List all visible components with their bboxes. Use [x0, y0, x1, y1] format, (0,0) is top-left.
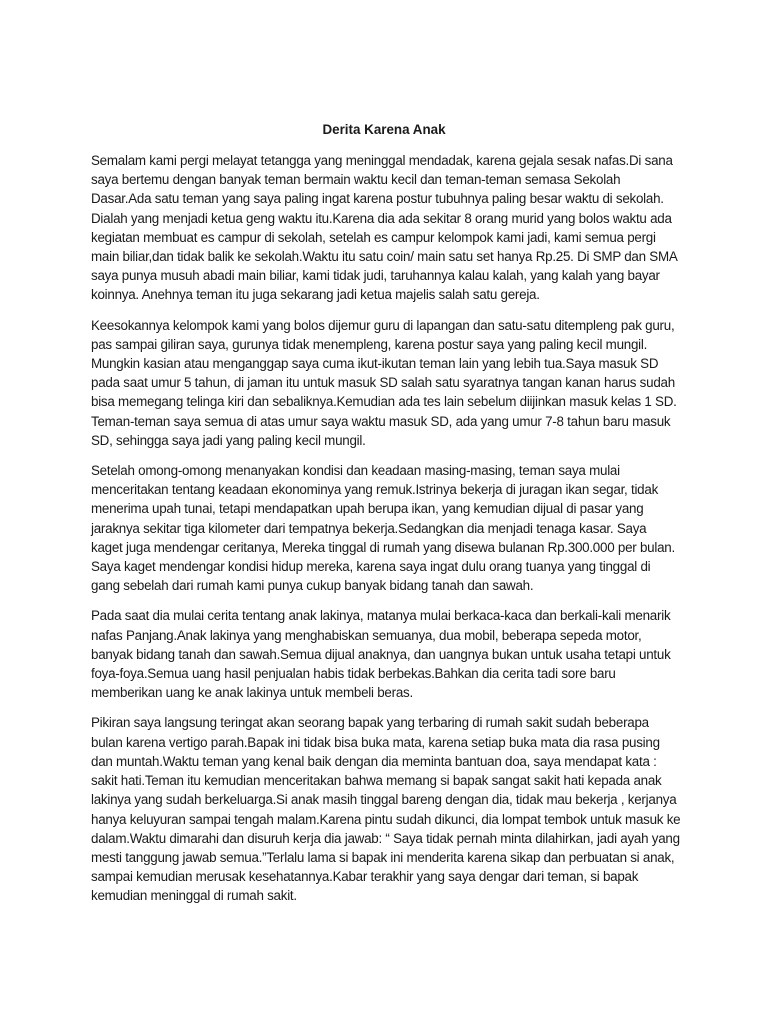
- paragraph-2: Keesokannya kelompok kami yang bolos dijemur guru di lapangan dan satu-satu ditempleng pak guru, pas sampai giliran saya, gurunya tidak menempleng, karena postur saya yang paling kecil mungil. Mungkin kasian atau menganggap saya cuma ikut-ikutan teman lain yang lebih tua.Saya masuk SD pada saat umur 5 tahun, di jaman itu untuk masuk SD salah satu syaratnya tangan kanan harus sudah bisa memegang telinga kiri dan sebaliknya.Kemudian ada tes lain sebelum diijinkan masuk kelas 1 SD. Teman-teman saya semua di atas umur saya waktu masuk SD, ada yang umur 7-8 tahun baru masuk SD, sehingga saya jadi yang paling kecil mungil.: [91, 317, 677, 448]
- paragraph-5: Pikiran saya langsung teringat akan seorang bapak yang terbaring di rumah sakit sudah beberapa bulan karena vertigo parah.Bapak ini tidak bisa buka mata, karena setiap buka mata dia rasa pusing dan muntah.Waktu teman yang kenal baik dengan dia meminta bantuan doa, saya mendapat kata : sakit hati.Teman itu kemudian menceritakan bahwa memang si bapak sangat sakit hati kepada anak lakinya yang sudah berkeluarga.Si anak masih tinggal bareng dengan dia, tidak mau bekerja , kerjanya hanya keluyuran sampai tengah malam.Karena pintu sudah dikunci, dia lompat tembok untuk masuk ke dalam.Waktu dimarahi dan disuruh kerja dia jawab: “ Saya tidak pernah minta dilahirkan, jadi ayah yang mesti tanggung jawab semua.”Terlalu lama si bapak ini menderita karena sikap dan perbuatan si anak, sampai kemudian merusak kesehatannya.Kabar terakhir yang saya dengar dari teman, si bapak kemudian meninggal di rumah sakit.: [91, 715, 681, 904]
- document-title: Derita Karena Anak: [322, 122, 446, 137]
- document-body: [91, 151, 681, 917]
- paragraph-3: Setelah omong-omong menanyakan kondisi dan keadaan masing-masing, teman saya mulai menceritakan tentang keadaan ekonominya yang remuk.Istrinya bekerja di juragan ikan segar, tidak menerima upah tunai, tetapi mendapatkan upah berupa ikan, yang kemudian dijual di pasar yang jaraknya sekitar tiga kilometer dari tempatnya bekerja.Sedangkan dia menjadi tenaga kasar. Saya kaget juga mendengar ceritanya, Mereka tinggal di rumah yang disewa bulanan Rp.300.000 per bulan. Saya kaget mendengar kondisi hidup mereka, karena saya ingat dulu orang tuanya yang tinggal di gang sebelah dari rumah kami punya cukup banyak bidang tanah dan sawah.: [91, 463, 675, 594]
- paragraph-4: Pada saat dia mulai cerita tentang anak lakinya, matanya mulai berkaca-kaca dan berkali-kali menarik nafas Panjang.Anak lakinya yang menghabiskan semuanya, dua mobil, beberapa sepeda motor, banyak bidang tanah dan sawah.Semua dijual anaknya, dan uangnya bukan untuk usaha tetapi untuk foya-foya.Semua uang hasil penjualan habis tidak berbekas.Bahkan dia cerita tadi sore baru memberikan uang ke anak lakinya untuk membeli beras.: [91, 608, 671, 701]
- paragraph-1: Semalam kami pergi melayat tetangga yang meninggal mendadak, karena gejala sesak nafas.Di sana saya bertemu dengan banyak teman bermain waktu kecil dan teman-teman semasa Sekolah Dasar.Ada satu teman yang saya paling ingat karena postur tubuhnya paling besar waktu di sekolah. Dialah yang menjadi ketua geng waktu itu.Karena dia ada sekitar 8 orang murid yang bolos waktu ada kegiatan membuat es campur di sekolah, setelah es campur kelompok kami jadi, kami semua pergi main biliar,dan tidak balik ke sekolah.Waktu itu satu coin/ main satu set hanya Rp.25. Di SMP dan SMA saya punya musuh abadi main biliar, kami tidak judi, taruhannya kalau kalah, yang kalah yang bayar koinnya. Anehnya teman itu juga sekarang jadi ketua majelis salah satu gereja.: [91, 153, 677, 303]
